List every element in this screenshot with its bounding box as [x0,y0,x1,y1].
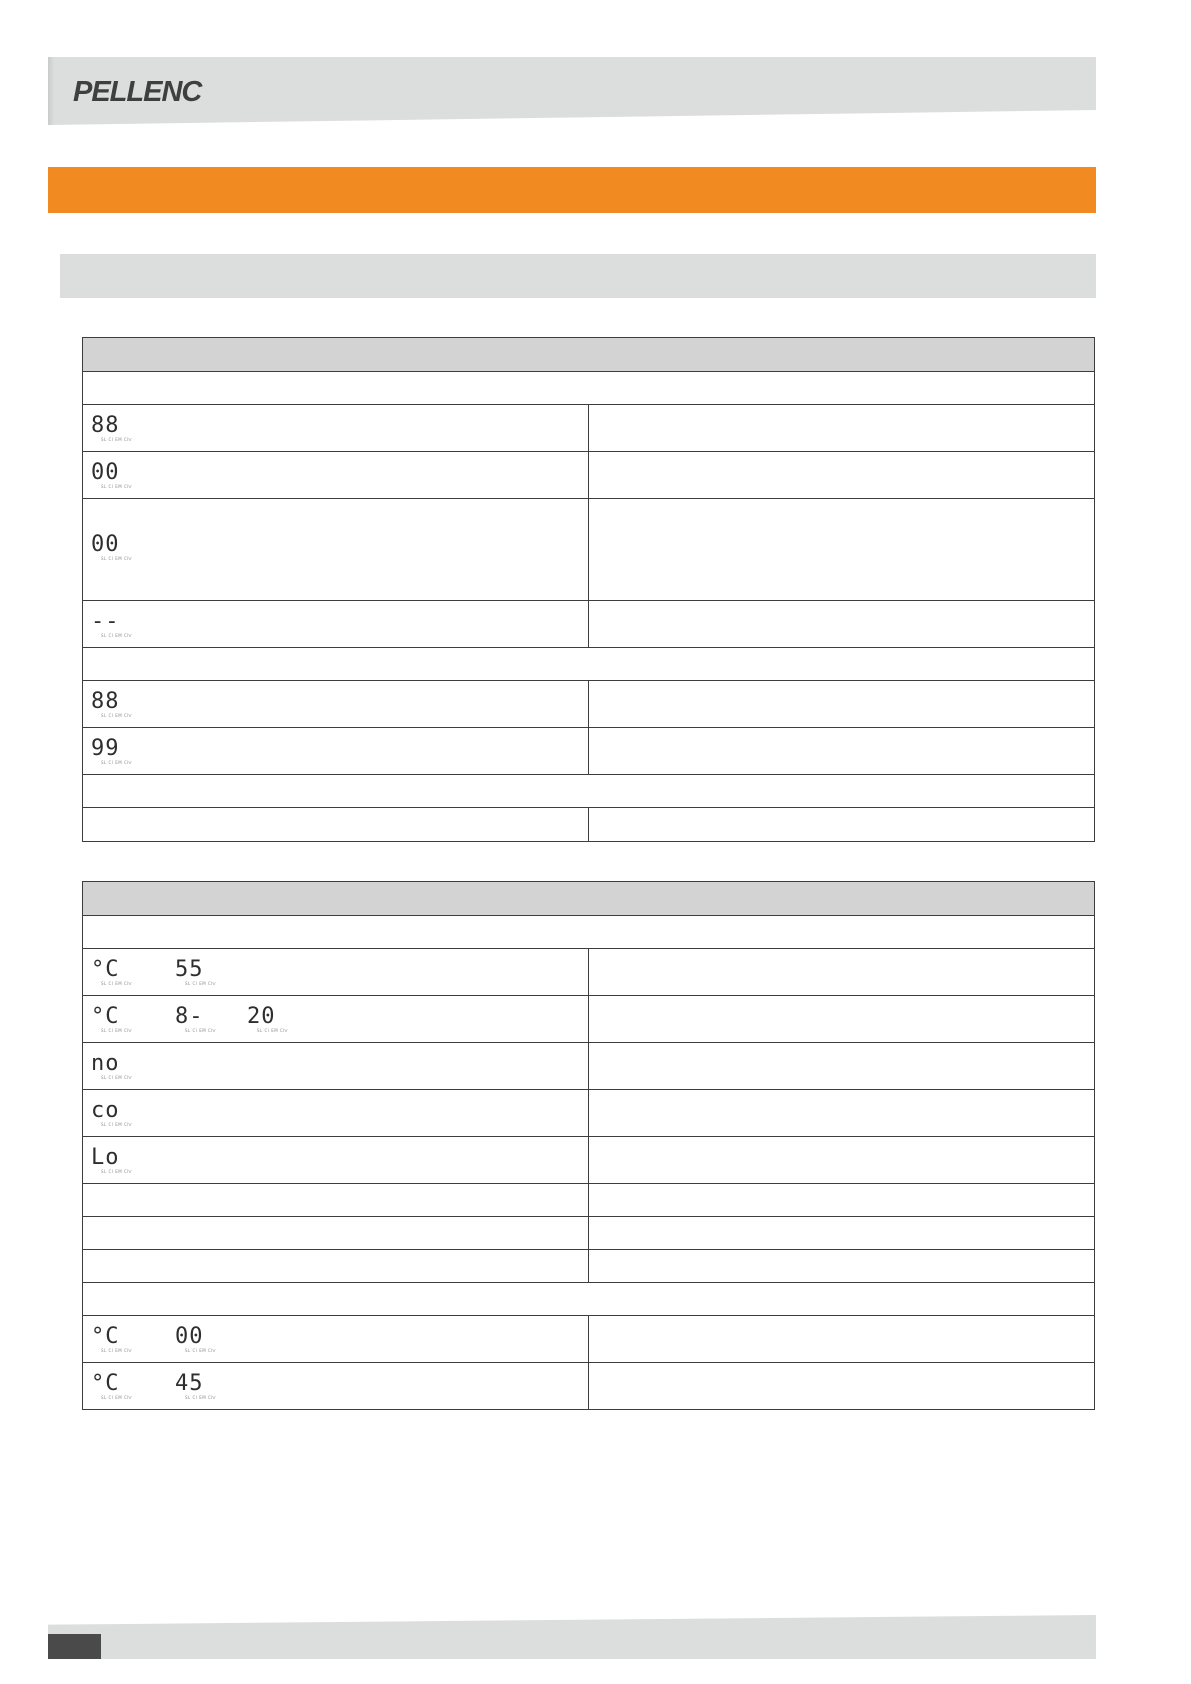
table-cell-display [83,499,589,600]
table-cell-description [589,1217,1094,1249]
lcd-digits: 8- [175,1004,204,1029]
table-cell-display [83,452,589,498]
lcd-sublabel: SL Cl EM Chr [185,1395,217,1400]
lcd-sublabel: SL Cl EM Chr [101,1169,133,1174]
lcd-sublabel: SL Cl EM Chr [257,1028,289,1033]
table-cell-display [83,1363,589,1409]
lcd-digits: 00 [175,1324,204,1349]
table-cell-description [589,1090,1094,1136]
table-row [83,1217,1094,1250]
lcd-digits: °C [91,1371,120,1396]
lcd-digits: 99 [91,736,120,761]
lcd-display-icon [91,1326,132,1352]
lcd-digits: Lo [91,1145,120,1170]
lcd-sublabel: SL Cl EM Chr [101,1395,133,1400]
table-cell-description [589,1184,1094,1216]
table-cell-display [83,1217,589,1249]
chapter-title-bar [48,167,1096,213]
lcd-digits: 00 [91,532,120,557]
table-cell-description [589,996,1094,1042]
lcd-digits: °C [91,1324,120,1349]
lcd-display-icon [175,959,216,985]
table-cell-description [589,949,1094,995]
lcd-sublabel: SL Cl EM Chr [185,1028,217,1033]
table-group-row [83,775,1094,808]
lcd-sublabel: SL Cl EM Chr [101,484,133,489]
lcd-display-icon [91,1373,132,1399]
table-header-row [83,882,1094,916]
lcd-display-icon [91,959,132,985]
table-cell-display [83,1090,589,1136]
lcd-digits: 55 [175,957,204,982]
table-cell-description [589,601,1094,647]
table-row [83,601,1094,648]
lcd-display-icon [91,462,132,488]
table-cell-description [589,452,1094,498]
table-cell-display [83,681,589,727]
lcd-display-icon [91,691,132,717]
table-cell-display [83,1184,589,1216]
table-group-row [83,1283,1094,1316]
lcd-digits: 45 [175,1371,204,1396]
footer-band [48,1615,1096,1659]
header-band [48,57,1096,125]
pellenc-logo: PELLENC [73,76,202,108]
table-cell-description [589,1043,1094,1089]
lcd-sublabel: SL Cl EM Chr [101,1075,133,1080]
lcd-display-icon [91,534,132,560]
lcd-digits: 88 [91,689,120,714]
table-group-row [83,916,1094,949]
lcd-display-icon [175,1373,216,1399]
table-cell-display [83,1043,589,1089]
table-row [83,1316,1094,1363]
lcd-display-icon [91,1006,132,1032]
lcd-digits: no [91,1051,120,1076]
lcd-display-icon [91,1147,132,1173]
table-row [83,681,1094,728]
table-cell-description [589,1137,1094,1183]
lcd-sublabel: SL Cl EM Chr [101,633,133,638]
lcd-digits: °C [91,957,120,982]
lcd-display-icon [175,1326,216,1352]
table-row [83,1137,1094,1184]
table-row [83,1043,1094,1090]
display-codes-table-2 [82,881,1095,1410]
table-cell-display [83,1250,589,1282]
table-cell-description [589,499,1094,600]
table-cell-display [83,728,589,774]
table-cell-description [589,405,1094,451]
table-cell-display [83,405,589,451]
lcd-display-icon [247,1006,288,1032]
lcd-display-icon [91,738,132,764]
lcd-display-icon [175,1006,216,1032]
table-cell-description [589,728,1094,774]
lcd-display-icon [91,1100,132,1126]
table-group-row [83,372,1094,405]
lcd-sublabel: SL Cl EM Chr [101,713,133,718]
lcd-sublabel: SL Cl EM Chr [185,1348,217,1353]
display-codes-table-1 [82,337,1095,842]
lcd-digits: 00 [91,460,120,485]
table-header-row [83,338,1094,372]
table-cell-description [589,1316,1094,1362]
lcd-display-icon [91,611,132,637]
section-title-bar [60,254,1096,298]
lcd-sublabel: SL Cl EM Chr [101,437,133,442]
lcd-sublabel: SL Cl EM Chr [101,556,133,561]
table-cell-display [83,1137,589,1183]
lcd-sublabel: SL Cl EM Chr [101,981,133,986]
lcd-digits: -- [91,609,120,634]
table-cell-display [83,1316,589,1362]
table-row [83,1363,1094,1410]
table-row [83,452,1094,499]
table-cell-description [589,808,1094,841]
page-number-box [48,1634,101,1659]
table-cell-description [589,1250,1094,1282]
table-row [83,996,1094,1043]
lcd-digits: 20 [247,1004,276,1029]
lcd-sublabel: SL Cl EM Chr [101,1348,133,1353]
lcd-sublabel: SL Cl EM Chr [101,760,133,765]
table-row [83,1184,1094,1217]
lcd-digits: co [91,1098,120,1123]
lcd-display-icon [91,1053,132,1079]
table-cell-display [83,996,589,1042]
table-row [83,1090,1094,1137]
lcd-digits: °C [91,1004,120,1029]
lcd-sublabel: SL Cl EM Chr [101,1122,133,1127]
table-cell-display [83,601,589,647]
table-group-row [83,648,1094,681]
lcd-display-icon [91,415,132,441]
table-row [83,499,1094,601]
table-cell-description [589,681,1094,727]
table-cell-description [589,1363,1094,1409]
table-row [83,405,1094,452]
table-row [83,949,1094,996]
table-row [83,728,1094,775]
table-cell-display [83,808,589,841]
table-row [83,1250,1094,1283]
lcd-sublabel: SL Cl EM Chr [185,981,217,986]
table-cell-display [83,949,589,995]
lcd-digits: 88 [91,413,120,438]
table-row [83,808,1094,842]
lcd-sublabel: SL Cl EM Chr [101,1028,133,1033]
